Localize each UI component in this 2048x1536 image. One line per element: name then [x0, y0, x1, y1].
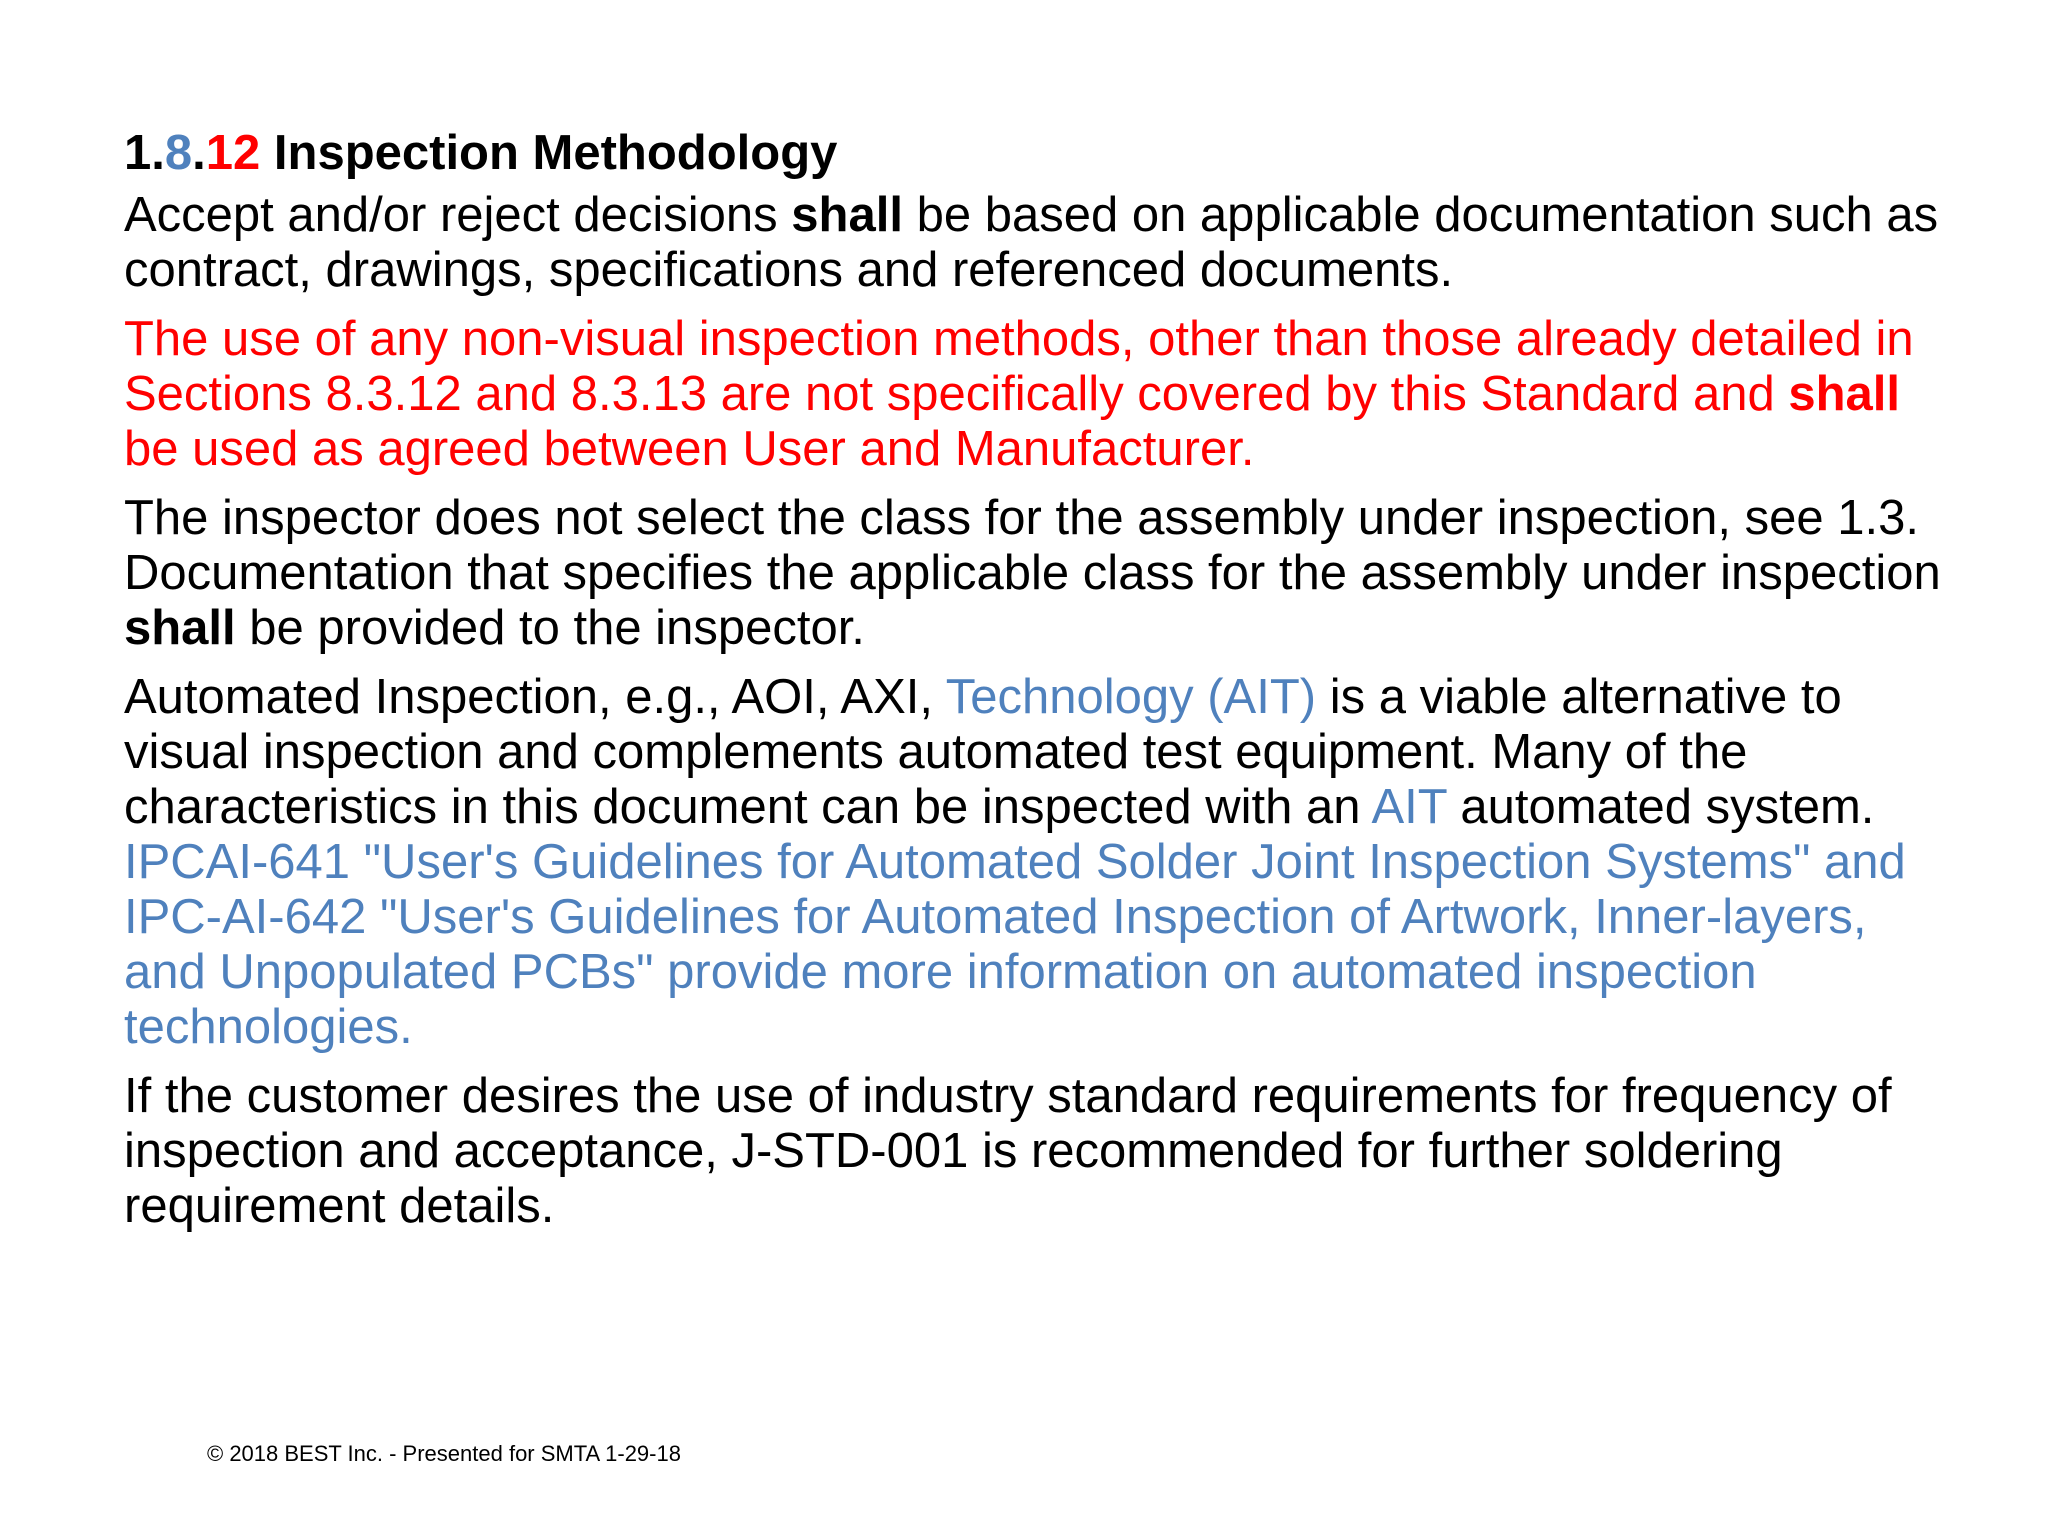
paragraph-text: If the customer desires the use of industry standard requirements for frequency of inspection and acceptance, J-STD-001 is recommended for further soldering requirement details.: [124, 1069, 1892, 1233]
section-number-major: 1.: [124, 126, 165, 180]
paragraph-inspector-class: [124, 491, 1944, 656]
paragraph-text: automated system.: [1446, 780, 1875, 834]
shall-keyword: shall: [1788, 367, 1900, 421]
shall-keyword: shall: [791, 188, 903, 242]
section-heading: [124, 124, 1944, 182]
section-number-dot: .: [192, 126, 206, 180]
copyright-footer: © 2018 BEST Inc. - Presented for SMTA 1-29-18: [207, 1441, 681, 1466]
section-title: Inspection Methodology: [260, 126, 838, 180]
ipc-guidelines-reference: IPCAI-641 "User's Guidelines for Automated Solder Joint Inspection Systems" and IPC-AI-642 "User's Guidelines for Automated Inspection of Artwork, Inner-layers, and Unpopulated PCBs" provide more information on automated inspection technologies.: [124, 835, 1906, 1054]
paragraph-text: is a viable alternative to visual inspection and complements automated test equipment. Many of the characteristics in this document can be inspected with an: [124, 670, 1842, 834]
slide-content: [124, 124, 1944, 1234]
section-number-minor: 8: [164, 126, 193, 180]
section-number-sub: 12: [205, 126, 261, 180]
paragraph-text: The inspector does not select the class for the assembly under inspection, see 1.3. Documentation that specifies the applicable class for the assembly under inspection: [124, 491, 1941, 600]
shall-keyword: shall: [124, 601, 236, 655]
paragraph-automated-inspection: [124, 670, 1944, 1055]
paragraph-text: be provided to the inspector.: [235, 601, 865, 655]
paragraph-customer-requirements: [124, 1069, 1944, 1234]
ait-term: Technology (AIT): [945, 670, 1317, 724]
paragraph-text: Automated Inspection, e.g., AOI, AXI,: [124, 670, 946, 724]
paragraph-text: The use of any non-visual inspection methods, other than those already detailed in Sections 8.3.12 and 8.3.13 are not specifically covered by this Standard and: [124, 312, 1914, 421]
paragraph-accept-reject: [124, 188, 1944, 298]
paragraph-non-visual-methods: [124, 312, 1944, 477]
paragraph-text: be based on applicable documentation such as contract, drawings, specifications and referenced documents.: [124, 188, 1939, 297]
ait-term: AIT: [1371, 780, 1447, 834]
paragraph-text: be used as agreed between User and Manufacturer.: [124, 422, 1255, 476]
paragraph-text: Accept and/or reject decisions: [124, 188, 792, 242]
